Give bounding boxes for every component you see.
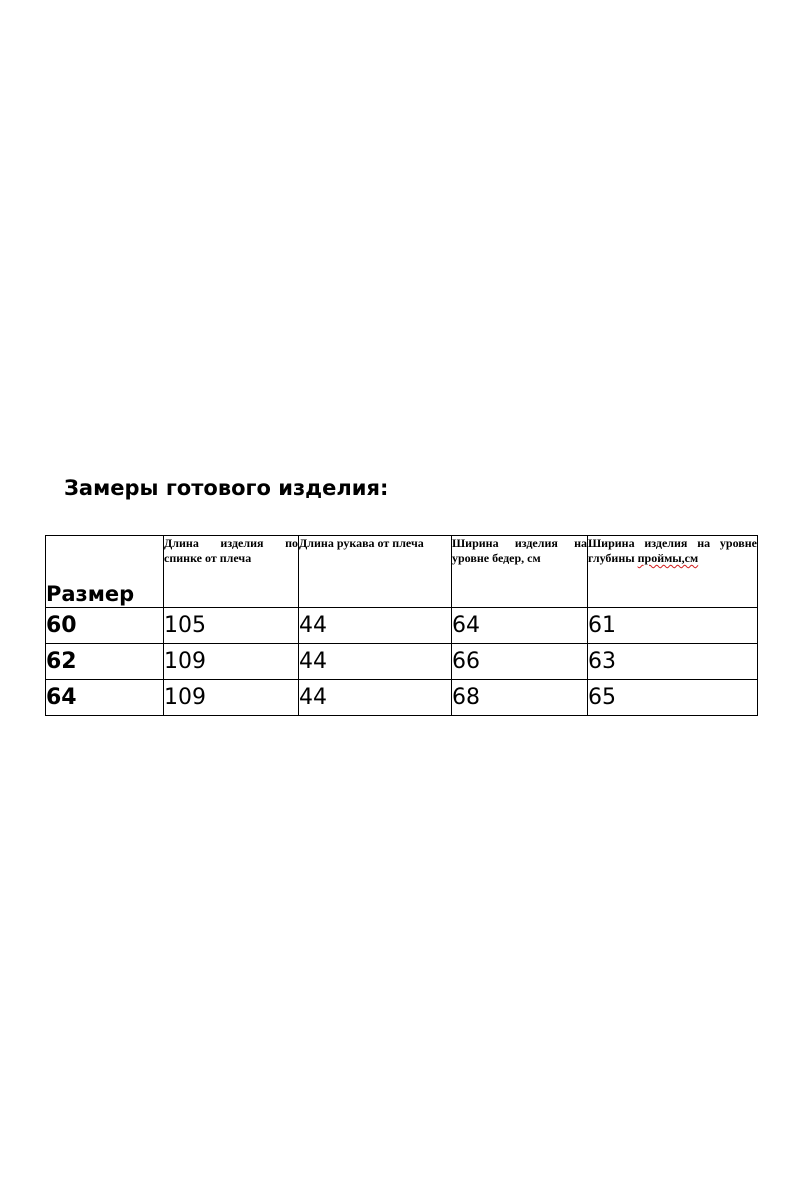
- table-row: [46, 680, 758, 716]
- sleeve-length-cell: 44: [299, 644, 452, 680]
- hip-width-cell: 68: [452, 680, 588, 716]
- armhole-width-cell: 61: [588, 608, 758, 644]
- back-length-cell: 109: [164, 680, 299, 716]
- header-armhole-width-text: Ширина изделия на уровне глубины: [588, 536, 757, 565]
- sleeve-length-cell: 44: [299, 680, 452, 716]
- measurements-table: [45, 535, 758, 716]
- header-back-length: Длина изделия по спинке от плеча: [164, 536, 299, 608]
- armhole-width-cell: 63: [588, 644, 758, 680]
- sleeve-length-cell: 44: [299, 608, 452, 644]
- page-title: Замеры готового изделия:: [64, 476, 389, 500]
- header-armhole-width-flagged-word: проймы,см: [637, 551, 699, 565]
- size-cell: 60: [46, 608, 164, 644]
- header-armhole-width: [588, 536, 758, 608]
- table-row: [46, 608, 758, 644]
- header-size: Размер: [46, 536, 164, 608]
- table-header-row: [46, 536, 758, 608]
- header-sleeve-length: Длина рукава от плеча: [299, 536, 452, 608]
- hip-width-cell: 66: [452, 644, 588, 680]
- size-cell: 62: [46, 644, 164, 680]
- armhole-width-cell: 65: [588, 680, 758, 716]
- back-length-cell: 109: [164, 644, 299, 680]
- header-hip-width: Ширина изделия на уровне бедер, см: [452, 536, 588, 608]
- size-cell: 64: [46, 680, 164, 716]
- hip-width-cell: 64: [452, 608, 588, 644]
- table-row: [46, 644, 758, 680]
- back-length-cell: 105: [164, 608, 299, 644]
